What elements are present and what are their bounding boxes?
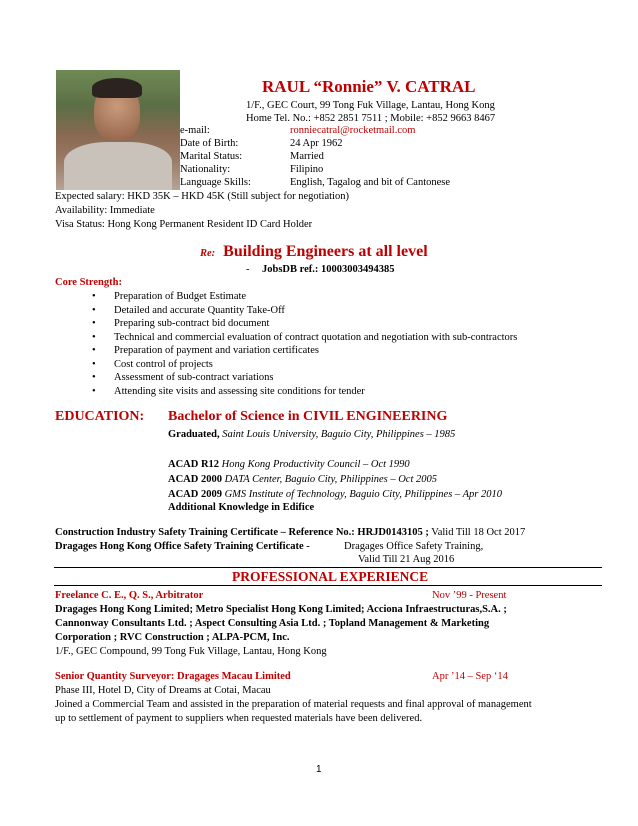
acad-name: ACAD 2000 bbox=[168, 474, 222, 485]
visa-status: Visa Status: Hong Kong Permanent Resident ID Card Holder bbox=[55, 219, 313, 230]
email-label: e-mail: bbox=[180, 125, 210, 136]
nationality-label: Nationality: bbox=[180, 164, 231, 175]
list-item: • Technical and commercial evaluation of contract quotation and negotiation with sub-contractors bbox=[92, 331, 517, 345]
graduation-school: Saint Louis University, Baguio City, Philippines – 1985 bbox=[219, 429, 456, 440]
list-item: • Cost control of projects bbox=[92, 358, 517, 372]
language-label: Language Skills: bbox=[180, 177, 251, 188]
certificate-1-title: Construction Industry Safety Training Certificate – Reference No.: HRJD0143105 ; bbox=[55, 527, 429, 538]
re-title: Building Engineers at all level bbox=[223, 243, 428, 260]
page-number: 1 bbox=[316, 764, 322, 775]
acad-school: DATA Center, Baguio City, Philippines – Oct 2005 bbox=[221, 474, 438, 485]
core-strength-heading: Core Strength: bbox=[55, 277, 122, 288]
expected-salary: Expected salary: HKD 35K – HKD 45K (Still subject for negotiation) bbox=[55, 191, 349, 202]
list-item: • Detailed and accurate Quantity Take-Off bbox=[92, 304, 517, 318]
edifice-knowledge: Additional Knowledge in Edifice bbox=[168, 502, 315, 513]
certificate-1 bbox=[55, 526, 525, 539]
phone-line: Home Tel. No.: +852 2851 7511 ; Mobile: +852 9663 8467 bbox=[246, 113, 496, 124]
availability: Availability: Immediate bbox=[55, 205, 155, 216]
graduation bbox=[168, 428, 455, 441]
list-item: • Preparing sub-contract bid document bbox=[92, 317, 517, 331]
re-dash: - bbox=[246, 264, 250, 275]
job2-desc-line: Joined a Commercial Team and assisted in the preparation of material requests and final approval of management bbox=[55, 699, 532, 710]
re-prefix: Re: bbox=[200, 248, 216, 259]
job1-dates: Nov ’99 - Present bbox=[432, 590, 507, 601]
list-item: • Attending site visits and assessing site conditions for tender bbox=[92, 385, 517, 399]
divider-top bbox=[54, 567, 602, 568]
certificate-2-validity: Valid Till 21 Aug 2016 bbox=[358, 554, 455, 565]
acad-2000 bbox=[168, 473, 437, 486]
re-heading bbox=[200, 243, 428, 261]
candidate-name: RAUL “Ronnie” V. CATRAL bbox=[262, 77, 476, 96]
core-strength-list bbox=[92, 290, 517, 398]
acad-school: GMS Institute of Technology, Baguio City, Philippines – Apr 2010 bbox=[221, 489, 502, 500]
degree: Bachelor of Science in CIVIL ENGINEERING bbox=[168, 409, 448, 424]
job1-clients-line: Dragages Hong Kong Limited; Metro Specialist Hong Kong Limited; Acciona Infraestructuras,S.A. ; bbox=[55, 604, 507, 615]
jobsdb-ref: JobsDB ref.: 10003003494385 bbox=[262, 264, 395, 275]
language-value: English, Tagalog and bit of Cantonese bbox=[290, 177, 451, 188]
job2-desc-line: up to settlement of payment to suppliers when requested materials have been delivered. bbox=[55, 713, 423, 724]
acad-name: ACAD 2009 bbox=[168, 489, 222, 500]
address-line: 1/F., GEC Court, 99 Tong Fuk Village, Lantau, Hong Kong bbox=[246, 100, 495, 111]
acad-school: Hong Kong Productivity Council – Oct 1990 bbox=[219, 459, 410, 470]
acad-name: ACAD R12 bbox=[168, 459, 220, 470]
graduation-label: Graduated, bbox=[168, 429, 220, 440]
dob-value: 24 Apr 1962 bbox=[290, 138, 343, 149]
marital-value: Married bbox=[290, 151, 324, 162]
experience-heading: PROFESSIONAL EXPERIENCE bbox=[232, 569, 429, 584]
list-item: • Preparation of Budget Estimate bbox=[92, 290, 517, 304]
marital-label: Marital Status: bbox=[180, 151, 243, 162]
certificate-2-name: Dragages Office Safety Training, bbox=[344, 541, 484, 552]
certificate-2-title: Dragages Hong Kong Office Safety Training Certificate - bbox=[55, 541, 310, 552]
acad-r12 bbox=[168, 458, 410, 471]
job1-address: 1/F., GEC Compound, 99 Tong Fuk Village, Lantau, Hong Kong bbox=[55, 646, 327, 657]
job1-clients-line: Corporation ; RVC Construction ; ALPA-PCM, Inc. bbox=[55, 632, 290, 643]
job2-title: Senior Quantity Surveyor: Dragages Macau Limited bbox=[55, 671, 291, 682]
job2-location: Phase III, Hotel D, City of Dreams at Cotai, Macau bbox=[55, 685, 271, 696]
job1-clients-line: Cannonway Consultants Ltd. ; Aspect Consulting Asia Ltd. ; Topland Management & Marketing bbox=[55, 618, 490, 629]
list-item: • Preparation of payment and variation certificates bbox=[92, 344, 517, 358]
nationality-value: Filipino bbox=[290, 164, 324, 175]
dob-label: Date of Birth: bbox=[180, 138, 239, 149]
email-link[interactable]: ronniecatral@rocketmail.com bbox=[290, 125, 416, 136]
education-label: EDUCATION: bbox=[55, 409, 145, 424]
acad-2009 bbox=[168, 488, 502, 501]
divider-bottom bbox=[54, 585, 602, 586]
profile-photo bbox=[56, 70, 180, 190]
certificate-1-validity: Valid Till 18 Oct 2017 bbox=[428, 527, 526, 538]
list-item: • Assessment of sub-contract variations bbox=[92, 371, 517, 385]
job1-title: Freelance C. E., Q. S., Arbitrator bbox=[55, 590, 204, 601]
job2-dates: Apr ’14 – Sep ‘14 bbox=[432, 671, 508, 682]
